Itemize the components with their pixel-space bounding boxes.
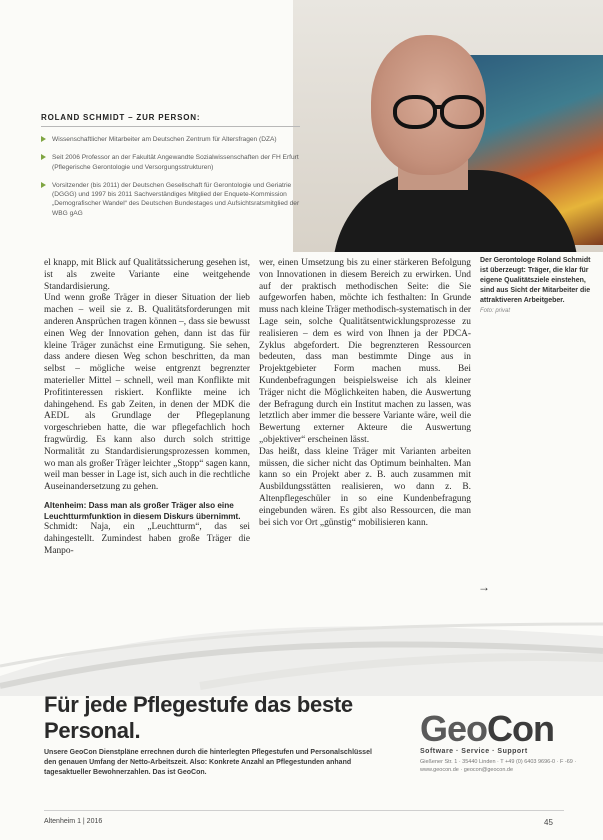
- ad-body-text: Unsere GeoCon Dienstpläne errechnen durch die hinterlegten Pflegestufen und Personalschlüssel den genauen Umfang der Netto-Arbeitszeit. Also: Konkrete Anzahl an Pflegestunden anhand tagesaktueller Bewohnerzahlen. Das ist GeoCon.: [44, 749, 372, 776]
- photo-credit: Foto: privat: [480, 308, 511, 314]
- paragraph: Schmidt: Naja, ein „Leuchtturm“, das sei dahingestellt. Zumindest haben große Träger die Manpo-: [44, 522, 250, 556]
- ad-headline: Für jede Pflegestufe das beste Personal.: [44, 692, 353, 743]
- glasses: [393, 95, 437, 129]
- interview-question: Altenheim: Dass man als großer Träger also eine Leuchtturmfunktion in diesem Diskurs übernimmt.: [44, 500, 241, 522]
- paragraph: Und wenn große Träger in dieser Situation der lieb machen – weil sie z. B. Qualitätsforderungen mit anderen Ansprüchen tragen können –, dass sie bewusst einen Weg der Innovation gehen, dann ist das für kleine Träger zunächst eine Ermutigung. Sie sehen, dass andere diesen Weg schon beschritten, da man selbst – mögliche weise entgrenzt begrenzter materieller Mittel – schnell, weil man Konflikte mit Profitinteressen riskiert. Konflikte meine ich dahingehend. Es gab Zeiten, in denen der MDK die AEDL als Grundlage der Pflegeplanung vorgeschrieben hatte, die war pflegefachlich hoch fragwürdig. Es kann also durch solch strittige Normalität zu Standardisierungsprozessen kommen, wo man als großer Träger leichter „Stopp“ sagen kann, weil man besser in Lage ist, sich auch in die rechtliche Auseinandersetzung zu gehen.: [44, 293, 250, 493]
- list-item: Vorsitzender (bis 2011) der Deutschen Gesellschaft für Gerontologie und Geriatrie (DGGG) und 1997 bis 2011 Sachverständiges Mitglied der Enquete-Kommission „Demografischer Wandel“ des Deutschen Bundestages und Aufsichtsratsmitglied der WBG gAG: [41, 181, 300, 218]
- bullet-icon: [41, 154, 46, 160]
- paragraph: Das heißt, dass kleine Träger mit Varianten arbeiten müssen, die sicher nicht das Optimum beinhalten. Man kann so ein Projekt aber z. B. auch zusammen mit Ausbildungsstätten realisieren, wo dann z. B. Altenpflegeschüler in so eine Kundenbefragung eingebunden wären. Es gibt also Ressourcen, die man bei sich vor Ort „günstig“ mobilisieren kann.: [259, 446, 471, 528]
- paragraph: el knapp, mit Blick auf Qualitätssicherung gesehen ist, ist als zweite Variante eine weitgehende Standardisierung.: [44, 258, 250, 292]
- bullet-icon: [41, 136, 46, 142]
- article-column-1: [44, 258, 250, 558]
- geocon-logo: GeoCon Software · Service · Support Gießener Str. 1 · 35440 Linden · T +49 (0) 6403 9696-0 · F -69 · www.geocon.de · geocon@geocon.de: [420, 712, 580, 774]
- footer-publication: Altenheim 1 | 2016: [44, 818, 103, 825]
- footer-divider: [44, 810, 564, 811]
- infobox-title: ROLAND SCHMIDT – ZUR PERSON:: [41, 113, 300, 127]
- logo-address: Gießener Str. 1 · 35440 Linden · T +49 (0) 6403 9696-0 · F -69 · www.geocon.de · geocon@geocon.de: [420, 759, 577, 773]
- page-number: 45: [544, 818, 553, 827]
- infobox-list: [41, 135, 300, 218]
- bullet-icon: [41, 182, 46, 188]
- logo-tagline: Software · Service · Support: [420, 748, 528, 755]
- person-infobox: [41, 113, 300, 227]
- continue-arrow-icon: →: [478, 580, 490, 594]
- list-item: Seit 2006 Professor an der Fakultät Angewandte Sozialwissenschaften der FH Erfurt (Pflegerische Gerontologie und Versorgungsstrukturen): [41, 153, 300, 172]
- list-item: Wissenschaftlicher Mitarbeiter am Deutschen Zentrum für Altersfragen (DZA): [41, 135, 300, 144]
- paragraph: wer, einen Umsetzung bis zu einer stärkeren Befolgung von Innovationen in diesem Bereich zu erwirken. Und auf der praktisch methodischen Seite: die Sie aufgeworfen haben, möchte ich festhalten: In Grunde muss nach kleine Träger methodisch-systematisch in der Lage sein, solche Qualitätsentwicklungsprozesse zu realisieren – dem es wird von Ihnen ja der PDCA-Zyklus abgefordert. Die begrenzteren Ressourcen bedeuten, dass man bestimmte Dinge aus in Projektgebieter Form machen muss. Bei Kundenbefragungen beispielsweise ich als kleiner Träger nicht die Möglichkeiten haben, die Auswertung der Befragung durch ein Institut machen zu lassen, was letztlich aber immer die bessere Variante wäre, weil die Bewertung externer Akteure die Auswertung „objektiver“ erscheinen lässt.: [259, 258, 471, 445]
- photo-caption: [480, 256, 598, 314]
- ad-wave-graphic: [0, 606, 603, 696]
- caption-text: Der Gerontologe Roland Schmidt ist überzeugt: Träger, die klar für eigene Qualitätsziele einstehen, sind aus Sicht der Mitarbeiter die attraktiveren Arbeitgeber.: [480, 257, 591, 304]
- article-column-2: [259, 258, 471, 529]
- portrait-photo: [293, 0, 603, 252]
